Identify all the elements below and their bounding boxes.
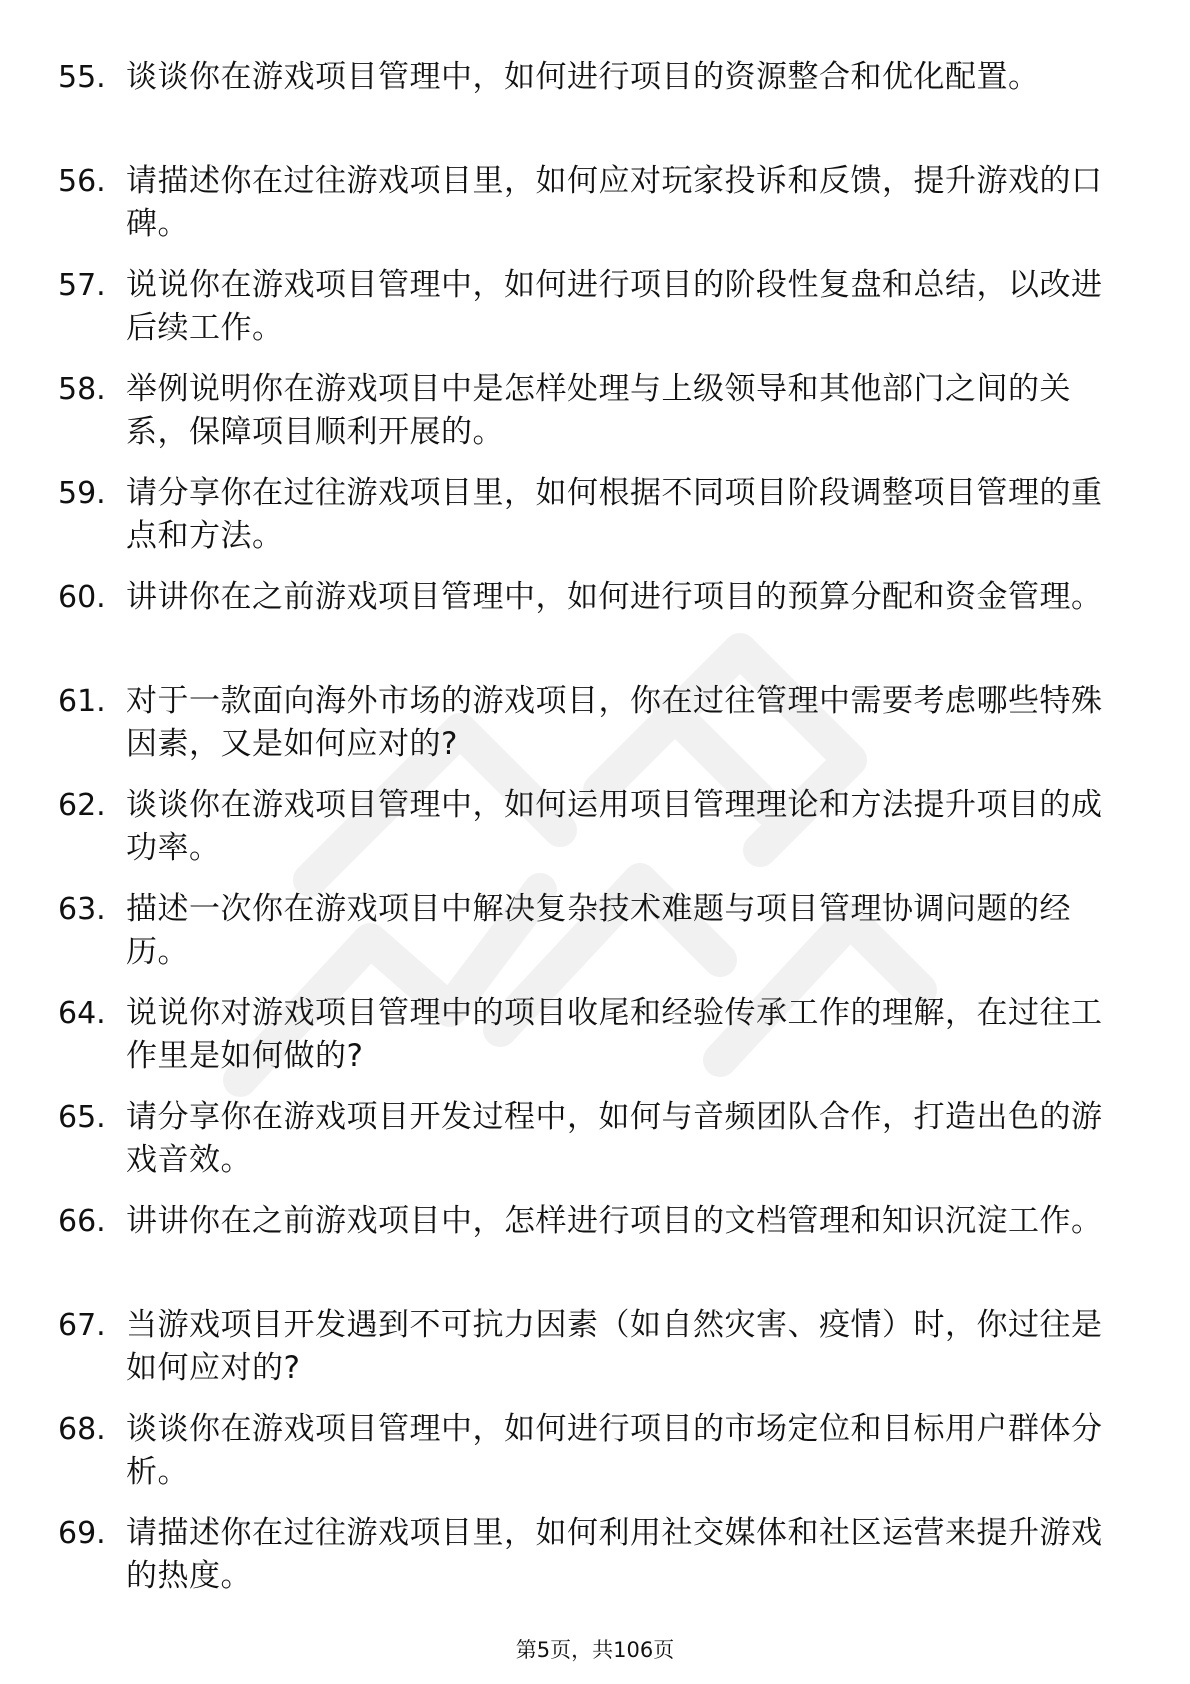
question-text: 讲讲你在之前游戏项目中，怎样进行项目的文档管理和知识沉淀工作。 <box>126 1203 1103 1239</box>
question-text: 当游戏项目开发遇到不可抗力因素（如自然灾害、疫情）时，你过往是如何应对的? <box>126 1307 1103 1386</box>
question-number: 67. <box>58 1308 106 1343</box>
page-footer: 第5页，共106页 <box>515 1638 675 1662</box>
question-text: 请描述你在过往游戏项目里，如何应对玩家投诉和反馈，提升游戏的口碑。 <box>126 163 1103 242</box>
question-text: 讲讲你在之前游戏项目管理中，如何进行项目的预算分配和资金管理。 <box>126 579 1103 615</box>
question-list <box>58 56 1108 1616</box>
question-number: 57. <box>58 268 106 303</box>
question-text: 请分享你在游戏项目开发过程中，如何与音频团队合作，打造出色的游戏音效。 <box>126 1099 1103 1178</box>
question-item <box>58 1408 1108 1512</box>
question-text: 谈谈你在游戏项目管理中，如何进行项目的市场定位和目标用户群体分析。 <box>126 1411 1103 1490</box>
question-text: 对于一款面向海外市场的游戏项目，你在过往管理中需要考虑哪些特殊因素，又是如何应对的? <box>126 683 1103 762</box>
question-number: 55. <box>58 60 106 95</box>
question-text: 请分享你在过往游戏项目里，如何根据不同项目阶段调整项目管理的重点和方法。 <box>126 475 1103 554</box>
question-item <box>58 992 1108 1096</box>
question-number: 69. <box>58 1516 106 1551</box>
question-item <box>58 264 1108 368</box>
question-number: 59. <box>58 476 106 511</box>
question-item <box>58 576 1108 680</box>
question-item <box>58 1096 1108 1200</box>
question-item <box>58 680 1108 784</box>
question-number: 65. <box>58 1100 106 1135</box>
question-number: 62. <box>58 788 106 823</box>
question-number: 60. <box>58 580 106 615</box>
question-number: 64. <box>58 996 106 1031</box>
question-number: 63. <box>58 892 106 927</box>
question-number: 61. <box>58 684 106 719</box>
question-text: 说说你对游戏项目管理中的项目收尾和经验传承工作的理解，在过往工作里是如何做的? <box>126 995 1103 1074</box>
question-number: 56. <box>58 164 106 199</box>
question-number: 68. <box>58 1412 106 1447</box>
question-number: 66. <box>58 1204 106 1239</box>
question-item <box>58 56 1108 160</box>
question-item <box>58 1304 1108 1408</box>
question-text: 说说你在游戏项目管理中，如何进行项目的阶段性复盘和总结，以改进后续工作。 <box>126 267 1103 346</box>
question-text: 描述一次你在游戏项目中解决复杂技术难题与项目管理协调问题的经历。 <box>126 891 1071 970</box>
question-item <box>58 888 1108 992</box>
question-item <box>58 472 1108 576</box>
question-item <box>58 1512 1108 1616</box>
question-item <box>58 368 1108 472</box>
question-text: 举例说明你在游戏项目中是怎样处理与上级领导和其他部门之间的关系，保障项目顺利开展的。 <box>126 371 1071 450</box>
question-item <box>58 160 1108 264</box>
question-text: 谈谈你在游戏项目管理中，如何进行项目的资源整合和优化配置。 <box>126 59 1040 95</box>
question-number: 58. <box>58 372 106 407</box>
question-item <box>58 784 1108 888</box>
question-item <box>58 1200 1108 1304</box>
question-text: 谈谈你在游戏项目管理中，如何运用项目管理理论和方法提升项目的成功率。 <box>126 787 1103 866</box>
question-text: 请描述你在过往游戏项目里，如何利用社交媒体和社区运营来提升游戏的热度。 <box>126 1515 1103 1594</box>
